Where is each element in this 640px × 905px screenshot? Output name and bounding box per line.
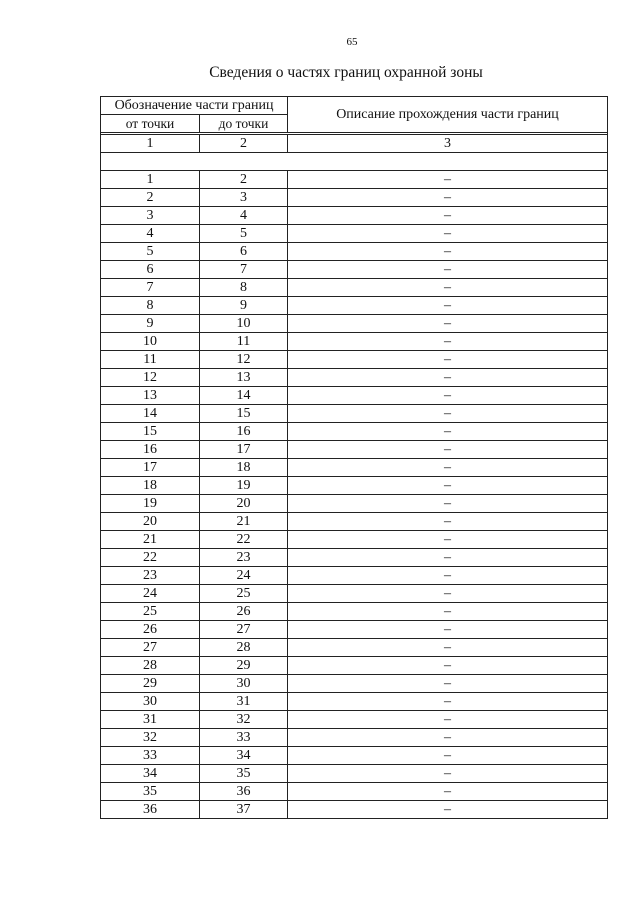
to-point-cell: 14 xyxy=(200,387,288,405)
to-point-cell: 31 xyxy=(200,693,288,711)
from-point-cell: 8 xyxy=(101,297,200,315)
from-point-cell: 19 xyxy=(101,495,200,513)
description-cell: – xyxy=(288,495,608,513)
description-cell: – xyxy=(288,711,608,729)
table-row xyxy=(101,459,608,477)
table-row xyxy=(101,639,608,657)
to-point-cell: 17 xyxy=(200,441,288,459)
to-point-cell: 27 xyxy=(200,621,288,639)
from-point-cell: 9 xyxy=(101,315,200,333)
description-cell: – xyxy=(288,585,608,603)
description-cell: – xyxy=(288,747,608,765)
table-row xyxy=(101,225,608,243)
description-cell: – xyxy=(288,387,608,405)
description-cell: – xyxy=(288,621,608,639)
from-point-cell: 34 xyxy=(101,765,200,783)
table-row xyxy=(101,189,608,207)
table-row xyxy=(101,675,608,693)
header-part-description: Описание прохождения части границ xyxy=(288,97,608,133)
to-point-cell: 6 xyxy=(200,243,288,261)
to-point-cell: 23 xyxy=(200,549,288,567)
to-point-cell: 3 xyxy=(200,189,288,207)
to-point-cell: 35 xyxy=(200,765,288,783)
table-row xyxy=(101,369,608,387)
to-point-cell: 18 xyxy=(200,459,288,477)
description-cell: – xyxy=(288,405,608,423)
description-cell: – xyxy=(288,441,608,459)
column-number-1: 1 xyxy=(101,135,200,153)
to-point-cell: 4 xyxy=(200,207,288,225)
blank-section-cell xyxy=(101,153,608,171)
to-point-cell: 5 xyxy=(200,225,288,243)
description-cell: – xyxy=(288,171,608,189)
table-row xyxy=(101,387,608,405)
table-row xyxy=(101,207,608,225)
table-row xyxy=(101,729,608,747)
from-point-cell: 23 xyxy=(101,567,200,585)
from-point-cell: 26 xyxy=(101,621,200,639)
from-point-cell: 33 xyxy=(101,747,200,765)
table-row xyxy=(101,513,608,531)
from-point-cell: 27 xyxy=(101,639,200,657)
from-point-cell: 11 xyxy=(101,351,200,369)
description-cell: – xyxy=(288,351,608,369)
to-point-cell: 2 xyxy=(200,171,288,189)
description-cell: – xyxy=(288,333,608,351)
to-point-cell: 11 xyxy=(200,333,288,351)
table-row xyxy=(101,477,608,495)
from-point-cell: 10 xyxy=(101,333,200,351)
from-point-cell: 14 xyxy=(101,405,200,423)
to-point-cell: 20 xyxy=(200,495,288,513)
description-cell: – xyxy=(288,477,608,495)
to-point-cell: 21 xyxy=(200,513,288,531)
from-point-cell: 6 xyxy=(101,261,200,279)
page-number: 65 xyxy=(346,36,358,48)
description-cell: – xyxy=(288,549,608,567)
to-point-cell: 25 xyxy=(200,585,288,603)
document-title: Сведения о частях границ охранной зоны xyxy=(209,64,483,81)
table-row xyxy=(101,747,608,765)
to-point-cell: 10 xyxy=(200,315,288,333)
from-point-cell: 5 xyxy=(101,243,200,261)
from-point-cell: 25 xyxy=(101,603,200,621)
table-row xyxy=(101,243,608,261)
from-point-cell: 36 xyxy=(101,801,200,819)
from-point-cell: 18 xyxy=(101,477,200,495)
header-part-designation: Обозначение части границ xyxy=(101,97,288,115)
to-point-cell: 12 xyxy=(200,351,288,369)
from-point-cell: 1 xyxy=(101,171,200,189)
to-point-cell: 15 xyxy=(200,405,288,423)
to-point-cell: 37 xyxy=(200,801,288,819)
to-point-cell: 30 xyxy=(200,675,288,693)
table-row xyxy=(101,531,608,549)
table-row xyxy=(101,783,608,801)
to-point-cell: 8 xyxy=(200,279,288,297)
description-cell: – xyxy=(288,369,608,387)
column-number-row xyxy=(101,135,608,153)
table-row xyxy=(101,585,608,603)
from-point-cell: 2 xyxy=(101,189,200,207)
description-cell: – xyxy=(288,567,608,585)
table-row xyxy=(101,495,608,513)
to-point-cell: 7 xyxy=(200,261,288,279)
from-point-cell: 13 xyxy=(101,387,200,405)
to-point-cell: 26 xyxy=(200,603,288,621)
description-cell: – xyxy=(288,801,608,819)
table-row xyxy=(101,441,608,459)
description-cell: – xyxy=(288,423,608,441)
table-row xyxy=(101,333,608,351)
header-from-point: от точки xyxy=(101,115,200,133)
column-number-3: 3 xyxy=(288,135,608,153)
borders-table-body xyxy=(101,97,608,819)
table-row xyxy=(101,765,608,783)
description-cell: – xyxy=(288,729,608,747)
from-point-cell: 12 xyxy=(101,369,200,387)
from-point-cell: 15 xyxy=(101,423,200,441)
from-point-cell: 21 xyxy=(101,531,200,549)
description-cell: – xyxy=(288,189,608,207)
from-point-cell: 31 xyxy=(101,711,200,729)
to-point-cell: 34 xyxy=(200,747,288,765)
to-point-cell: 36 xyxy=(200,783,288,801)
from-point-cell: 32 xyxy=(101,729,200,747)
table-row xyxy=(101,711,608,729)
to-point-cell: 9 xyxy=(200,297,288,315)
description-cell: – xyxy=(288,261,608,279)
table-row xyxy=(101,549,608,567)
table-row xyxy=(101,603,608,621)
description-cell: – xyxy=(288,657,608,675)
table-row xyxy=(101,801,608,819)
from-point-cell: 20 xyxy=(101,513,200,531)
table-row xyxy=(101,621,608,639)
description-cell: – xyxy=(288,243,608,261)
table-row xyxy=(101,315,608,333)
description-cell: – xyxy=(288,315,608,333)
to-point-cell: 19 xyxy=(200,477,288,495)
table-row xyxy=(101,261,608,279)
description-cell: – xyxy=(288,783,608,801)
description-cell: – xyxy=(288,531,608,549)
table-row xyxy=(101,297,608,315)
description-cell: – xyxy=(288,693,608,711)
to-point-cell: 13 xyxy=(200,369,288,387)
description-cell: – xyxy=(288,279,608,297)
description-cell: – xyxy=(288,639,608,657)
to-point-cell: 33 xyxy=(200,729,288,747)
table-row xyxy=(101,423,608,441)
to-point-cell: 29 xyxy=(200,657,288,675)
to-point-cell: 22 xyxy=(200,531,288,549)
from-point-cell: 3 xyxy=(101,207,200,225)
from-point-cell: 24 xyxy=(101,585,200,603)
header-to-point: до точки xyxy=(200,115,288,133)
description-cell: – xyxy=(288,225,608,243)
table-row xyxy=(101,567,608,585)
table-row xyxy=(101,171,608,189)
from-point-cell: 4 xyxy=(101,225,200,243)
description-cell: – xyxy=(288,765,608,783)
description-cell: – xyxy=(288,297,608,315)
to-point-cell: 32 xyxy=(200,711,288,729)
table-row xyxy=(101,693,608,711)
header-row-group xyxy=(101,97,608,115)
description-cell: – xyxy=(288,459,608,477)
description-cell: – xyxy=(288,513,608,531)
to-point-cell: 24 xyxy=(200,567,288,585)
from-point-cell: 29 xyxy=(101,675,200,693)
table-row xyxy=(101,279,608,297)
from-point-cell: 16 xyxy=(101,441,200,459)
to-point-cell: 16 xyxy=(200,423,288,441)
from-point-cell: 22 xyxy=(101,549,200,567)
from-point-cell: 30 xyxy=(101,693,200,711)
table-row xyxy=(101,657,608,675)
column-number-2: 2 xyxy=(200,135,288,153)
from-point-cell: 28 xyxy=(101,657,200,675)
to-point-cell: 28 xyxy=(200,639,288,657)
description-cell: – xyxy=(288,603,608,621)
borders-table xyxy=(100,96,608,819)
table-row xyxy=(101,405,608,423)
description-cell: – xyxy=(288,675,608,693)
table-row xyxy=(101,351,608,369)
description-cell: – xyxy=(288,207,608,225)
from-point-cell: 7 xyxy=(101,279,200,297)
from-point-cell: 35 xyxy=(101,783,200,801)
from-point-cell: 17 xyxy=(101,459,200,477)
blank-section-row xyxy=(101,153,608,171)
